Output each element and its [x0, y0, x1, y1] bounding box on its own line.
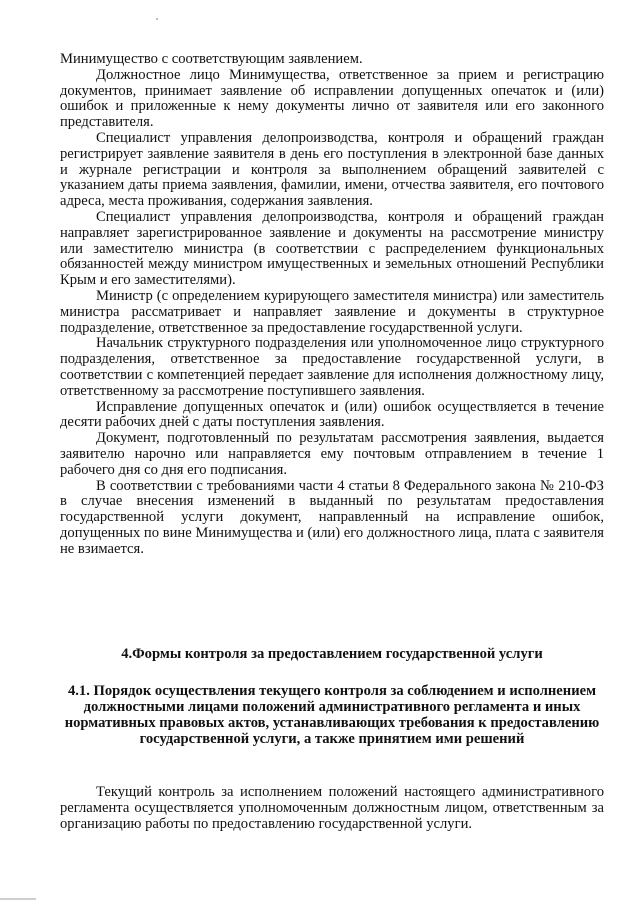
paragraph-correction-term: Исправление допущенных опечаток и (или) ошибок осуществляется в течение десяти рабочих дней с даты поступления заявления. — [60, 398, 604, 431]
paragraph-minister-review: Министр (с определением курирующего заместителя министра) или заместитель министра рассматривает и направляет заявление и документы в структурное подразделение, ответственное за предоставление государственной услуги. — [60, 287, 604, 336]
subsection-heading: 4.1. Порядок осуществления текущего контроля за соблюдением и исполнением должностными лицами положений административного регламента и иных нормативных правовых актов, устанавливающих требования к предоставлению государственной услуги, а также принятием ими решений — [64, 683, 600, 747]
paragraph-current-control: Текущий контроль за исполнением положений настоящего административного регламента осуществляется уполномоченным должностным лицом, ответственным за организацию работы по предоставлению государственной услуги. — [60, 784, 604, 832]
document-body-continued — [60, 785, 604, 832]
scan-edge-mark — [0, 898, 36, 900]
document-body — [60, 52, 604, 558]
paragraph-no-fee: В соответствии с требованиями части 4 статьи 8 Федерального закона № 210-ФЗ в случае внесения изменений в выданный по результатам предоставления государственной услуги документ, направленный на исправление ошибок, допущенных по вине Минимущества и (или) его должностного лица, плата с заявителя не взимается. — [60, 477, 604, 557]
paragraph-registration: Специалист управления делопроизводства, контроля и обращений граждан регистрирует заявление заявителя в день его поступления в электронной базе данных и журнале регистрации и контроля за выполнением обращений заявителей с указанием даты приема заявления, фамилии, имени, отчества заявителя, его почтового адреса, места проживания, содержания заявления. — [60, 129, 604, 210]
paragraph-document-delivery: Документ, подготовленный по результатам рассмотрения заявления, выдается заявителю нарочно или направляется ему почтовым отправлением в течение 1 рабочего дня со дня его подписания. — [60, 430, 604, 478]
section-heading: 4.Формы контроля за предоставлением государственной услуги — [121, 646, 543, 662]
scan-speck — [156, 18, 158, 20]
paragraph-department-head: Начальник структурного подразделения или уполномоченное лицо структурного подразделения, ответственное за предоставление государственной услуги, в соответствии с компетенцией передает заявление для исполнения должностному лицу, ответственному за рассмотрение поступившего заявления. — [60, 335, 604, 399]
paragraph-registration-officer: Должностное лицо Минимущества, ответственное за прием и регистрацию документов, принимает заявление об исправлении допущенных опечаток и (или) ошибок и приложенные к нему документы лично от заявителя или его законного представителя. — [60, 66, 604, 131]
paragraph-continuation: Минимущество с соответствующим заявлением. — [60, 51, 363, 67]
paragraph-forwarding: Специалист управления делопроизводства, контроля и обращений граждан направляет зарегистрированное заявление и документы на рассмотрение министру или заместителю министра (в соответствии с распределением функциональных обязанностей между министром имущественных и земельных отношений Республики Крым и его заместителями). — [60, 208, 604, 289]
